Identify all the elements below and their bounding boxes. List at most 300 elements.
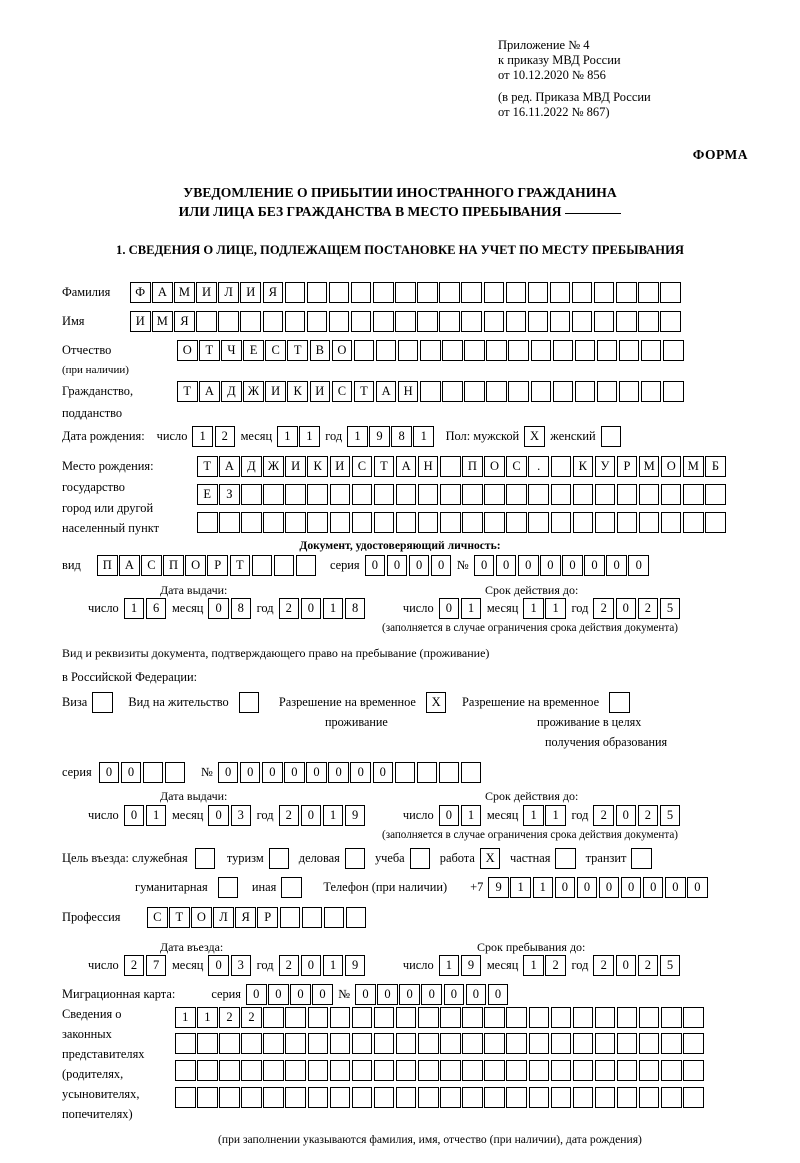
form-cell[interactable]: М — [152, 311, 173, 332]
form-cell[interactable] — [660, 282, 681, 303]
citizenship-input[interactable] — [177, 381, 685, 402]
form-cell[interactable]: 0 — [240, 762, 261, 783]
form-cell[interactable]: С — [141, 555, 162, 576]
form-cell[interactable]: X — [480, 848, 501, 869]
form-cell[interactable]: 0 — [616, 598, 637, 619]
form-cell[interactable]: З — [219, 484, 240, 505]
form-cell[interactable] — [330, 1007, 351, 1028]
purpose-service-checkbox[interactable] — [195, 848, 217, 869]
form-cell[interactable] — [420, 381, 441, 402]
form-cell[interactable]: 1 — [323, 598, 344, 619]
form-cell[interactable]: 2 — [638, 955, 659, 976]
form-cell[interactable] — [595, 1007, 616, 1028]
form-cell[interactable] — [616, 311, 637, 332]
form-cell[interactable]: Р — [617, 456, 638, 477]
form-cell[interactable] — [263, 1033, 284, 1054]
form-cell[interactable]: 0 — [301, 805, 322, 826]
form-cell[interactable] — [661, 1033, 682, 1054]
form-cell[interactable]: С — [506, 456, 527, 477]
form-cell[interactable] — [418, 1007, 439, 1028]
form-cell[interactable]: 1 — [545, 598, 566, 619]
patronymic-input[interactable] — [177, 340, 685, 361]
form-cell[interactable] — [285, 484, 306, 505]
form-cell[interactable] — [528, 311, 549, 332]
form-cell[interactable]: А — [396, 456, 417, 477]
form-cell[interactable] — [285, 282, 306, 303]
form-cell[interactable] — [617, 1087, 638, 1108]
form-cell[interactable]: 1 — [192, 426, 213, 447]
form-cell[interactable]: 0 — [421, 984, 442, 1005]
form-cell[interactable] — [528, 484, 549, 505]
form-cell[interactable] — [638, 311, 659, 332]
form-cell[interactable]: 3 — [231, 955, 252, 976]
form-cell[interactable]: 0 — [474, 555, 495, 576]
form-cell[interactable] — [396, 1007, 417, 1028]
form-cell[interactable]: М — [683, 456, 704, 477]
form-cell[interactable] — [196, 311, 217, 332]
form-cell[interactable]: 0 — [540, 555, 561, 576]
form-cell[interactable]: 7 — [146, 955, 167, 976]
form-cell[interactable]: 0 — [350, 762, 371, 783]
form-cell[interactable] — [442, 340, 463, 361]
form-cell[interactable] — [241, 512, 262, 533]
form-cell[interactable] — [143, 762, 164, 783]
form-cell[interactable] — [683, 512, 704, 533]
form-cell[interactable] — [462, 512, 483, 533]
form-cell[interactable] — [551, 1007, 572, 1028]
form-cell[interactable] — [555, 848, 576, 869]
form-cell[interactable] — [528, 282, 549, 303]
form-cell[interactable]: Л — [218, 282, 239, 303]
form-cell[interactable]: 0 — [208, 955, 229, 976]
form-cell[interactable]: С — [332, 381, 353, 402]
form-cell[interactable] — [551, 512, 572, 533]
form-cell[interactable] — [175, 1060, 196, 1081]
birthplace-input-line-3[interactable] — [197, 512, 727, 533]
form-cell[interactable]: 0 — [208, 598, 229, 619]
form-cell[interactable] — [440, 1007, 461, 1028]
form-cell[interactable]: 0 — [399, 984, 420, 1005]
form-cell[interactable]: 0 — [99, 762, 120, 783]
form-cell[interactable] — [528, 512, 549, 533]
form-cell[interactable]: Ч — [221, 340, 242, 361]
form-cell[interactable]: 0 — [577, 877, 598, 898]
phone-input[interactable] — [488, 877, 709, 898]
form-cell[interactable]: 2 — [219, 1007, 240, 1028]
form-cell[interactable] — [462, 1060, 483, 1081]
form-cell[interactable]: 9 — [461, 955, 482, 976]
form-cell[interactable] — [663, 381, 684, 402]
form-cell[interactable]: Т — [287, 340, 308, 361]
form-cell[interactable]: 1 — [323, 805, 344, 826]
migration-series-input[interactable] — [246, 984, 334, 1005]
form-cell[interactable]: М — [174, 282, 195, 303]
form-cell[interactable]: 2 — [638, 805, 659, 826]
form-cell[interactable] — [285, 512, 306, 533]
name-input[interactable] — [130, 311, 682, 332]
form-cell[interactable]: О — [191, 907, 212, 928]
form-cell[interactable]: 1 — [347, 426, 368, 447]
form-cell[interactable] — [285, 1007, 306, 1028]
form-cell[interactable]: Т — [169, 907, 190, 928]
form-cell[interactable]: 0 — [584, 555, 605, 576]
issue2-valid-year-input[interactable] — [593, 805, 681, 826]
form-cell[interactable] — [617, 1007, 638, 1028]
form-cell[interactable] — [263, 512, 284, 533]
form-cell[interactable] — [352, 512, 373, 533]
form-cell[interactable] — [197, 512, 218, 533]
form-cell[interactable] — [374, 1060, 395, 1081]
form-cell[interactable]: 0 — [616, 955, 637, 976]
form-cell[interactable]: X — [524, 426, 545, 447]
form-cell[interactable] — [572, 282, 593, 303]
form-cell[interactable] — [531, 340, 552, 361]
form-cell[interactable] — [661, 512, 682, 533]
form-cell[interactable] — [219, 1033, 240, 1054]
form-cell[interactable]: 9 — [345, 955, 366, 976]
form-cell[interactable] — [617, 1060, 638, 1081]
form-cell[interactable] — [418, 1060, 439, 1081]
form-cell[interactable]: Т — [177, 381, 198, 402]
form-cell[interactable]: Д — [241, 456, 262, 477]
form-cell[interactable] — [439, 762, 460, 783]
form-cell[interactable]: 0 — [262, 762, 283, 783]
form-cell[interactable] — [252, 555, 273, 576]
form-cell[interactable] — [330, 1087, 351, 1108]
form-cell[interactable] — [462, 1007, 483, 1028]
form-cell[interactable]: 1 — [175, 1007, 196, 1028]
form-cell[interactable]: 0 — [488, 984, 509, 1005]
form-cell[interactable] — [484, 484, 505, 505]
form-cell[interactable]: 1 — [461, 598, 482, 619]
form-cell[interactable] — [529, 1060, 550, 1081]
form-cell[interactable] — [329, 282, 350, 303]
permit-series-input[interactable] — [99, 762, 187, 783]
form-cell[interactable]: 6 — [146, 598, 167, 619]
form-cell[interactable]: 0 — [555, 877, 576, 898]
form-cell[interactable]: 0 — [665, 877, 686, 898]
form-cell[interactable] — [464, 340, 485, 361]
form-cell[interactable] — [641, 381, 662, 402]
form-cell[interactable] — [285, 1060, 306, 1081]
form-cell[interactable] — [374, 512, 395, 533]
form-cell[interactable] — [280, 907, 301, 928]
form-cell[interactable]: 0 — [306, 762, 327, 783]
form-cell[interactable]: Е — [197, 484, 218, 505]
form-cell[interactable] — [575, 381, 596, 402]
form-cell[interactable] — [197, 1033, 218, 1054]
stay-month-input[interactable] — [523, 955, 567, 976]
form-cell[interactable] — [661, 1007, 682, 1028]
form-cell[interactable] — [595, 512, 616, 533]
form-cell[interactable] — [418, 484, 439, 505]
form-cell[interactable] — [376, 340, 397, 361]
form-cell[interactable] — [175, 1087, 196, 1108]
form-cell[interactable]: А — [376, 381, 397, 402]
form-cell[interactable] — [440, 456, 461, 477]
purpose-work-checkbox[interactable] — [480, 848, 502, 869]
form-cell[interactable] — [219, 1060, 240, 1081]
form-cell[interactable] — [308, 1060, 329, 1081]
form-cell[interactable]: 3 — [231, 805, 252, 826]
form-cell[interactable]: 2 — [593, 598, 614, 619]
form-cell[interactable]: 0 — [518, 555, 539, 576]
form-cell[interactable]: 1 — [146, 805, 167, 826]
form-cell[interactable] — [440, 512, 461, 533]
form-cell[interactable] — [218, 877, 239, 898]
form-cell[interactable] — [484, 1007, 505, 1028]
form-cell[interactable] — [330, 1033, 351, 1054]
form-cell[interactable]: 0 — [365, 555, 386, 576]
form-cell[interactable] — [508, 381, 529, 402]
form-cell[interactable] — [396, 512, 417, 533]
form-cell[interactable]: 1 — [523, 805, 544, 826]
form-cell[interactable]: 0 — [431, 555, 452, 576]
form-cell[interactable]: 1 — [197, 1007, 218, 1028]
form-cell[interactable] — [440, 484, 461, 505]
form-cell[interactable] — [660, 311, 681, 332]
form-cell[interactable]: 1 — [523, 598, 544, 619]
form-cell[interactable] — [486, 381, 507, 402]
form-cell[interactable] — [241, 484, 262, 505]
form-cell[interactable]: 0 — [377, 984, 398, 1005]
form-cell[interactable] — [531, 381, 552, 402]
form-cell[interactable]: 5 — [660, 955, 681, 976]
form-cell[interactable]: 9 — [345, 805, 366, 826]
form-cell[interactable] — [639, 512, 660, 533]
birthdate-year-input[interactable] — [347, 426, 435, 447]
profession-input[interactable] — [147, 907, 368, 928]
form-cell[interactable] — [663, 340, 684, 361]
migration-number-input[interactable] — [355, 984, 510, 1005]
form-cell[interactable]: 0 — [496, 555, 517, 576]
form-cell[interactable] — [218, 311, 239, 332]
form-cell[interactable]: И — [285, 456, 306, 477]
form-cell[interactable] — [617, 512, 638, 533]
entry-year-input[interactable] — [279, 955, 367, 976]
form-cell[interactable]: И — [240, 282, 261, 303]
form-cell[interactable] — [573, 1033, 594, 1054]
stay-day-input[interactable] — [439, 955, 483, 976]
form-cell[interactable] — [440, 1033, 461, 1054]
form-cell[interactable] — [529, 1007, 550, 1028]
stay-year-input[interactable] — [593, 955, 681, 976]
permit-number-input[interactable] — [218, 762, 483, 783]
form-cell[interactable] — [595, 1087, 616, 1108]
form-cell[interactable] — [417, 311, 438, 332]
form-cell[interactable]: В — [310, 340, 331, 361]
form-cell[interactable]: П — [97, 555, 118, 576]
form-cell[interactable] — [553, 381, 574, 402]
form-cell[interactable] — [597, 340, 618, 361]
purpose-private-checkbox[interactable] — [555, 848, 577, 869]
form-cell[interactable] — [263, 484, 284, 505]
form-cell[interactable]: И — [330, 456, 351, 477]
form-cell[interactable] — [594, 311, 615, 332]
form-cell[interactable] — [345, 848, 366, 869]
form-cell[interactable]: 0 — [284, 762, 305, 783]
form-cell[interactable]: 0 — [616, 805, 637, 826]
form-cell[interactable]: 0 — [439, 598, 460, 619]
form-cell[interactable] — [439, 282, 460, 303]
form-cell[interactable]: И — [310, 381, 331, 402]
form-cell[interactable]: Я — [174, 311, 195, 332]
form-cell[interactable]: И — [196, 282, 217, 303]
form-cell[interactable]: С — [265, 340, 286, 361]
form-cell[interactable] — [486, 340, 507, 361]
form-cell[interactable]: Т — [199, 340, 220, 361]
form-cell[interactable] — [263, 311, 284, 332]
form-cell[interactable]: 0 — [328, 762, 349, 783]
form-cell[interactable] — [396, 1060, 417, 1081]
form-cell[interactable]: О — [661, 456, 682, 477]
form-cell[interactable] — [550, 282, 571, 303]
form-cell[interactable]: 0 — [643, 877, 664, 898]
form-cell[interactable]: 2 — [638, 598, 659, 619]
form-cell[interactable]: К — [307, 456, 328, 477]
form-cell[interactable] — [308, 1007, 329, 1028]
form-cell[interactable] — [418, 1087, 439, 1108]
form-cell[interactable] — [420, 340, 441, 361]
form-cell[interactable] — [351, 282, 372, 303]
form-cell[interactable] — [461, 282, 482, 303]
form-cell[interactable]: 0 — [599, 877, 620, 898]
form-cell[interactable]: К — [287, 381, 308, 402]
form-cell[interactable]: . — [528, 456, 549, 477]
form-cell[interactable]: О — [185, 555, 206, 576]
form-cell[interactable] — [330, 484, 351, 505]
form-cell[interactable]: 2 — [545, 955, 566, 976]
form-cell[interactable] — [92, 692, 113, 713]
form-cell[interactable]: 0 — [208, 805, 229, 826]
form-cell[interactable] — [374, 1033, 395, 1054]
form-cell[interactable]: 2 — [279, 955, 300, 976]
form-cell[interactable] — [418, 1033, 439, 1054]
form-cell[interactable]: 0 — [409, 555, 430, 576]
form-cell[interactable] — [396, 484, 417, 505]
form-cell[interactable]: 9 — [369, 426, 390, 447]
form-cell[interactable]: 1 — [124, 598, 145, 619]
form-cell[interactable]: П — [462, 456, 483, 477]
form-cell[interactable]: Н — [418, 456, 439, 477]
form-cell[interactable]: 2 — [593, 805, 614, 826]
form-cell[interactable] — [550, 311, 571, 332]
form-cell[interactable] — [705, 484, 726, 505]
form-cell[interactable]: 1 — [523, 955, 544, 976]
form-cell[interactable] — [551, 1087, 572, 1108]
form-cell[interactable] — [240, 311, 261, 332]
form-cell[interactable] — [307, 282, 328, 303]
form-cell[interactable] — [175, 1033, 196, 1054]
issue2-year-input[interactable] — [279, 805, 367, 826]
form-cell[interactable]: Ж — [263, 456, 284, 477]
form-cell[interactable] — [418, 512, 439, 533]
form-cell[interactable] — [595, 484, 616, 505]
form-cell[interactable] — [461, 311, 482, 332]
form-cell[interactable] — [484, 1033, 505, 1054]
form-cell[interactable]: 0 — [121, 762, 142, 783]
form-cell[interactable]: 2 — [215, 426, 236, 447]
form-cell[interactable] — [352, 1087, 373, 1108]
legal-reps-input-line-3[interactable] — [175, 1060, 705, 1081]
form-cell[interactable] — [274, 555, 295, 576]
surname-input[interactable] — [130, 282, 682, 303]
form-cell[interactable] — [417, 762, 438, 783]
form-cell[interactable] — [597, 381, 618, 402]
form-cell[interactable]: С — [352, 456, 373, 477]
form-cell[interactable]: 2 — [124, 955, 145, 976]
form-cell[interactable] — [219, 512, 240, 533]
form-cell[interactable] — [269, 848, 290, 869]
form-cell[interactable]: 0 — [439, 805, 460, 826]
form-cell[interactable] — [352, 1033, 373, 1054]
form-cell[interactable] — [417, 282, 438, 303]
form-cell[interactable] — [639, 1007, 660, 1028]
form-cell[interactable]: Б — [705, 456, 726, 477]
form-cell[interactable] — [442, 381, 463, 402]
form-cell[interactable] — [484, 1060, 505, 1081]
form-cell[interactable]: 0 — [606, 555, 627, 576]
form-cell[interactable]: 0 — [562, 555, 583, 576]
form-cell[interactable] — [324, 907, 345, 928]
form-cell[interactable] — [263, 1060, 284, 1081]
form-cell[interactable]: 1 — [533, 877, 554, 898]
form-cell[interactable]: 0 — [246, 984, 267, 1005]
issue1-valid-month-input[interactable] — [523, 598, 567, 619]
form-cell[interactable] — [285, 1033, 306, 1054]
legal-reps-input-line-1[interactable] — [175, 1007, 705, 1028]
form-cell[interactable]: 0 — [312, 984, 333, 1005]
form-cell[interactable] — [683, 1087, 704, 1108]
form-cell[interactable] — [551, 456, 572, 477]
form-cell[interactable] — [263, 1087, 284, 1108]
form-cell[interactable]: У — [595, 456, 616, 477]
form-cell[interactable]: Т — [230, 555, 251, 576]
form-cell[interactable]: 0 — [466, 984, 487, 1005]
form-cell[interactable] — [639, 484, 660, 505]
form-cell[interactable] — [197, 1087, 218, 1108]
form-cell[interactable]: С — [147, 907, 168, 928]
form-cell[interactable] — [661, 1087, 682, 1108]
form-cell[interactable] — [308, 1087, 329, 1108]
form-cell[interactable]: Н — [398, 381, 419, 402]
sex-male-checkbox[interactable] — [524, 426, 546, 447]
form-cell[interactable] — [373, 311, 394, 332]
form-cell[interactable] — [638, 282, 659, 303]
form-cell[interactable] — [374, 1087, 395, 1108]
form-cell[interactable] — [484, 512, 505, 533]
form-cell[interactable] — [609, 692, 630, 713]
form-cell[interactable]: Р — [207, 555, 228, 576]
form-cell[interactable] — [595, 1033, 616, 1054]
purpose-study-checkbox[interactable] — [410, 848, 432, 869]
form-cell[interactable]: Е — [243, 340, 264, 361]
legal-reps-input-line-2[interactable] — [175, 1033, 705, 1054]
doc-number-input[interactable] — [474, 555, 651, 576]
form-cell[interactable]: 0 — [373, 762, 394, 783]
purpose-tourism-checkbox[interactable] — [269, 848, 291, 869]
form-cell[interactable]: 5 — [660, 805, 681, 826]
form-cell[interactable] — [551, 484, 572, 505]
form-cell[interactable] — [462, 1087, 483, 1108]
form-cell[interactable]: 1 — [299, 426, 320, 447]
form-cell[interactable] — [506, 512, 527, 533]
form-cell[interactable] — [572, 311, 593, 332]
form-cell[interactable] — [573, 512, 594, 533]
form-cell[interactable] — [197, 1060, 218, 1081]
form-cell[interactable] — [439, 311, 460, 332]
form-cell[interactable] — [508, 340, 529, 361]
